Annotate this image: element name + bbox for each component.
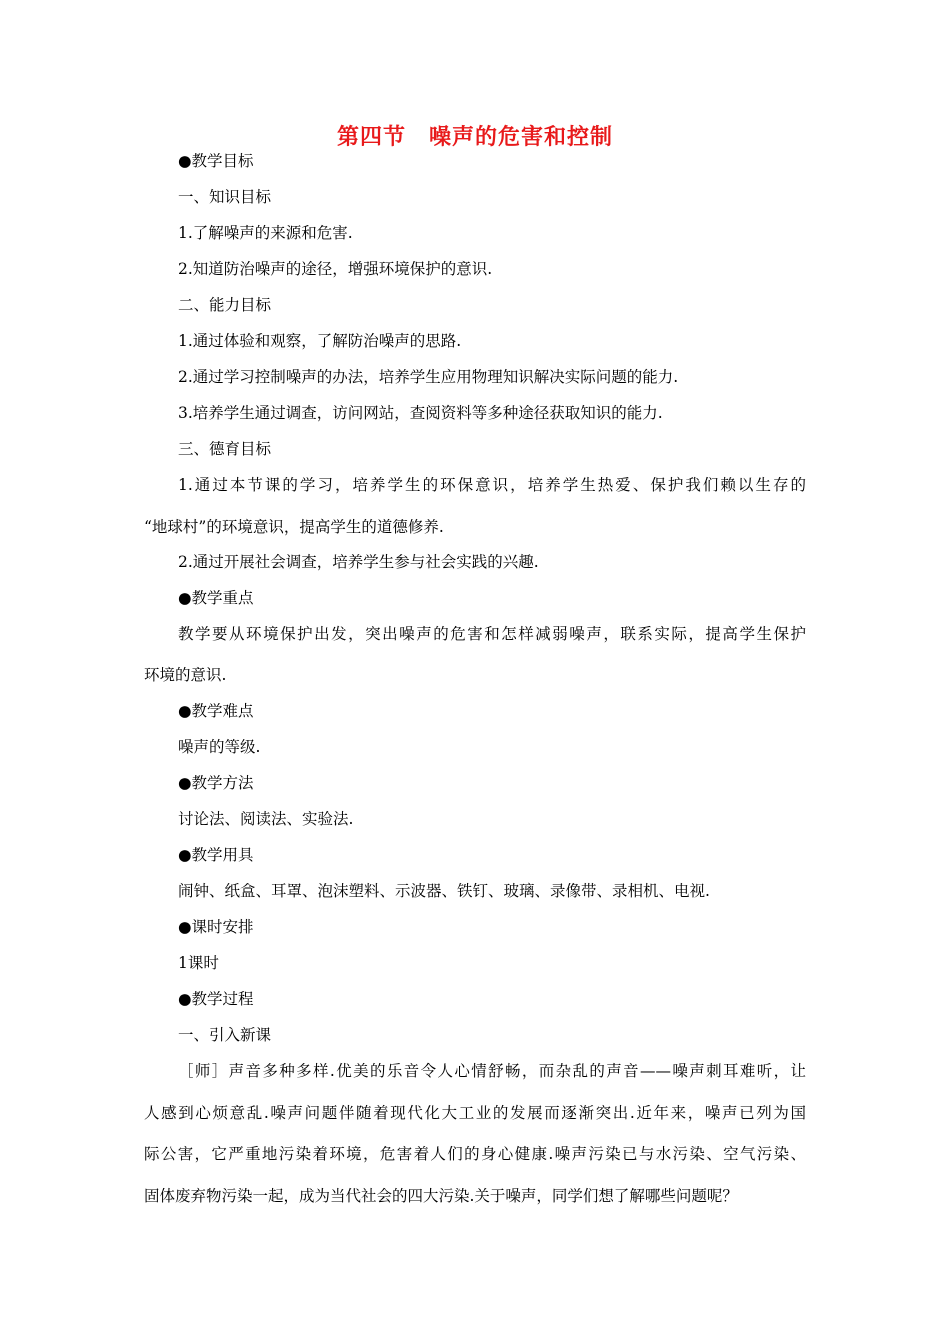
heading-teaching-goals: ●教学目标 xyxy=(178,152,254,170)
heading-equipment: ●教学用具 xyxy=(178,846,254,864)
heading-ability-goals: 二、能力目标 xyxy=(178,296,272,314)
intro-paragraph-line-1: ［师］声音多种多样.优美的乐音令人心情舒畅，而杂乱的声音——噪声刺耳难听，让 xyxy=(178,1062,806,1080)
heading-schedule: ●课时安排 xyxy=(178,918,254,936)
schedule-text: 1课时 xyxy=(178,954,219,972)
key-points-line-1: 教学要从环境保护出发，突出噪声的危害和怎样减弱噪声，联系实际，提高学生保护 xyxy=(178,625,806,643)
heading-moral-goals: 三、德育目标 xyxy=(178,440,272,458)
heading-key-points: ●教学重点 xyxy=(178,589,254,607)
heading-process: ●教学过程 xyxy=(178,990,254,1008)
ability-goal-2: 2.通过学习控制噪声的办法，培养学生应用物理知识解决实际问题的能力. xyxy=(178,368,679,386)
heading-intro: 一、引入新课 xyxy=(178,1026,272,1044)
intro-paragraph-line-3: 际公害，它严重地污染着环境，危害着人们的身心健康.噪声污染已与水污染、空气污染、 xyxy=(144,1145,806,1163)
ability-goal-3: 3.培养学生通过调查，访问网站，查阅资料等多种途径获取知识的能力. xyxy=(178,404,663,422)
heading-knowledge-goals: 一、知识目标 xyxy=(178,188,272,206)
heading-methods: ●教学方法 xyxy=(178,774,254,792)
knowledge-goal-2: 2.知道防治噪声的途径，增强环境保护的意识. xyxy=(178,260,493,278)
difficulties-text: 噪声的等级. xyxy=(178,738,261,756)
moral-goal-1-line-2: “地球村”的环境意识，提高学生的道德修养. xyxy=(144,518,444,536)
document-title: 第四节 噪声的危害和控制 xyxy=(336,125,613,150)
moral-goal-2: 2.通过开展社会调查，培养学生参与社会实践的兴趣. xyxy=(178,553,539,571)
moral-goal-1-line-1: 1.通过本节课的学习，培养学生的环保意识，培养学生热爱、保护我们赖以生存的 xyxy=(178,476,806,494)
equipment-text: 闹钟、纸盒、耳罩、泡沫塑料、示波器、铁钉、玻璃、录像带、录相机、电视. xyxy=(178,882,710,900)
methods-text: 讨论法、阅读法、实验法. xyxy=(178,810,354,828)
intro-paragraph-line-4: 固体废弃物污染一起，成为当代社会的四大污染.关于噪声，同学们想了解哪些问题呢？ xyxy=(144,1187,738,1205)
intro-paragraph-line-2: 人感到心烦意乱.噪声问题伴随着现代化大工业的发展而逐渐突出.近年来，噪声已列为国 xyxy=(144,1104,806,1122)
heading-difficulties: ●教学难点 xyxy=(178,702,254,720)
ability-goal-1: 1.通过体验和观察，了解防治噪声的思路. xyxy=(178,332,462,350)
key-points-line-2: 环境的意识. xyxy=(144,666,227,684)
knowledge-goal-1: 1.了解噪声的来源和危害. xyxy=(178,224,353,242)
